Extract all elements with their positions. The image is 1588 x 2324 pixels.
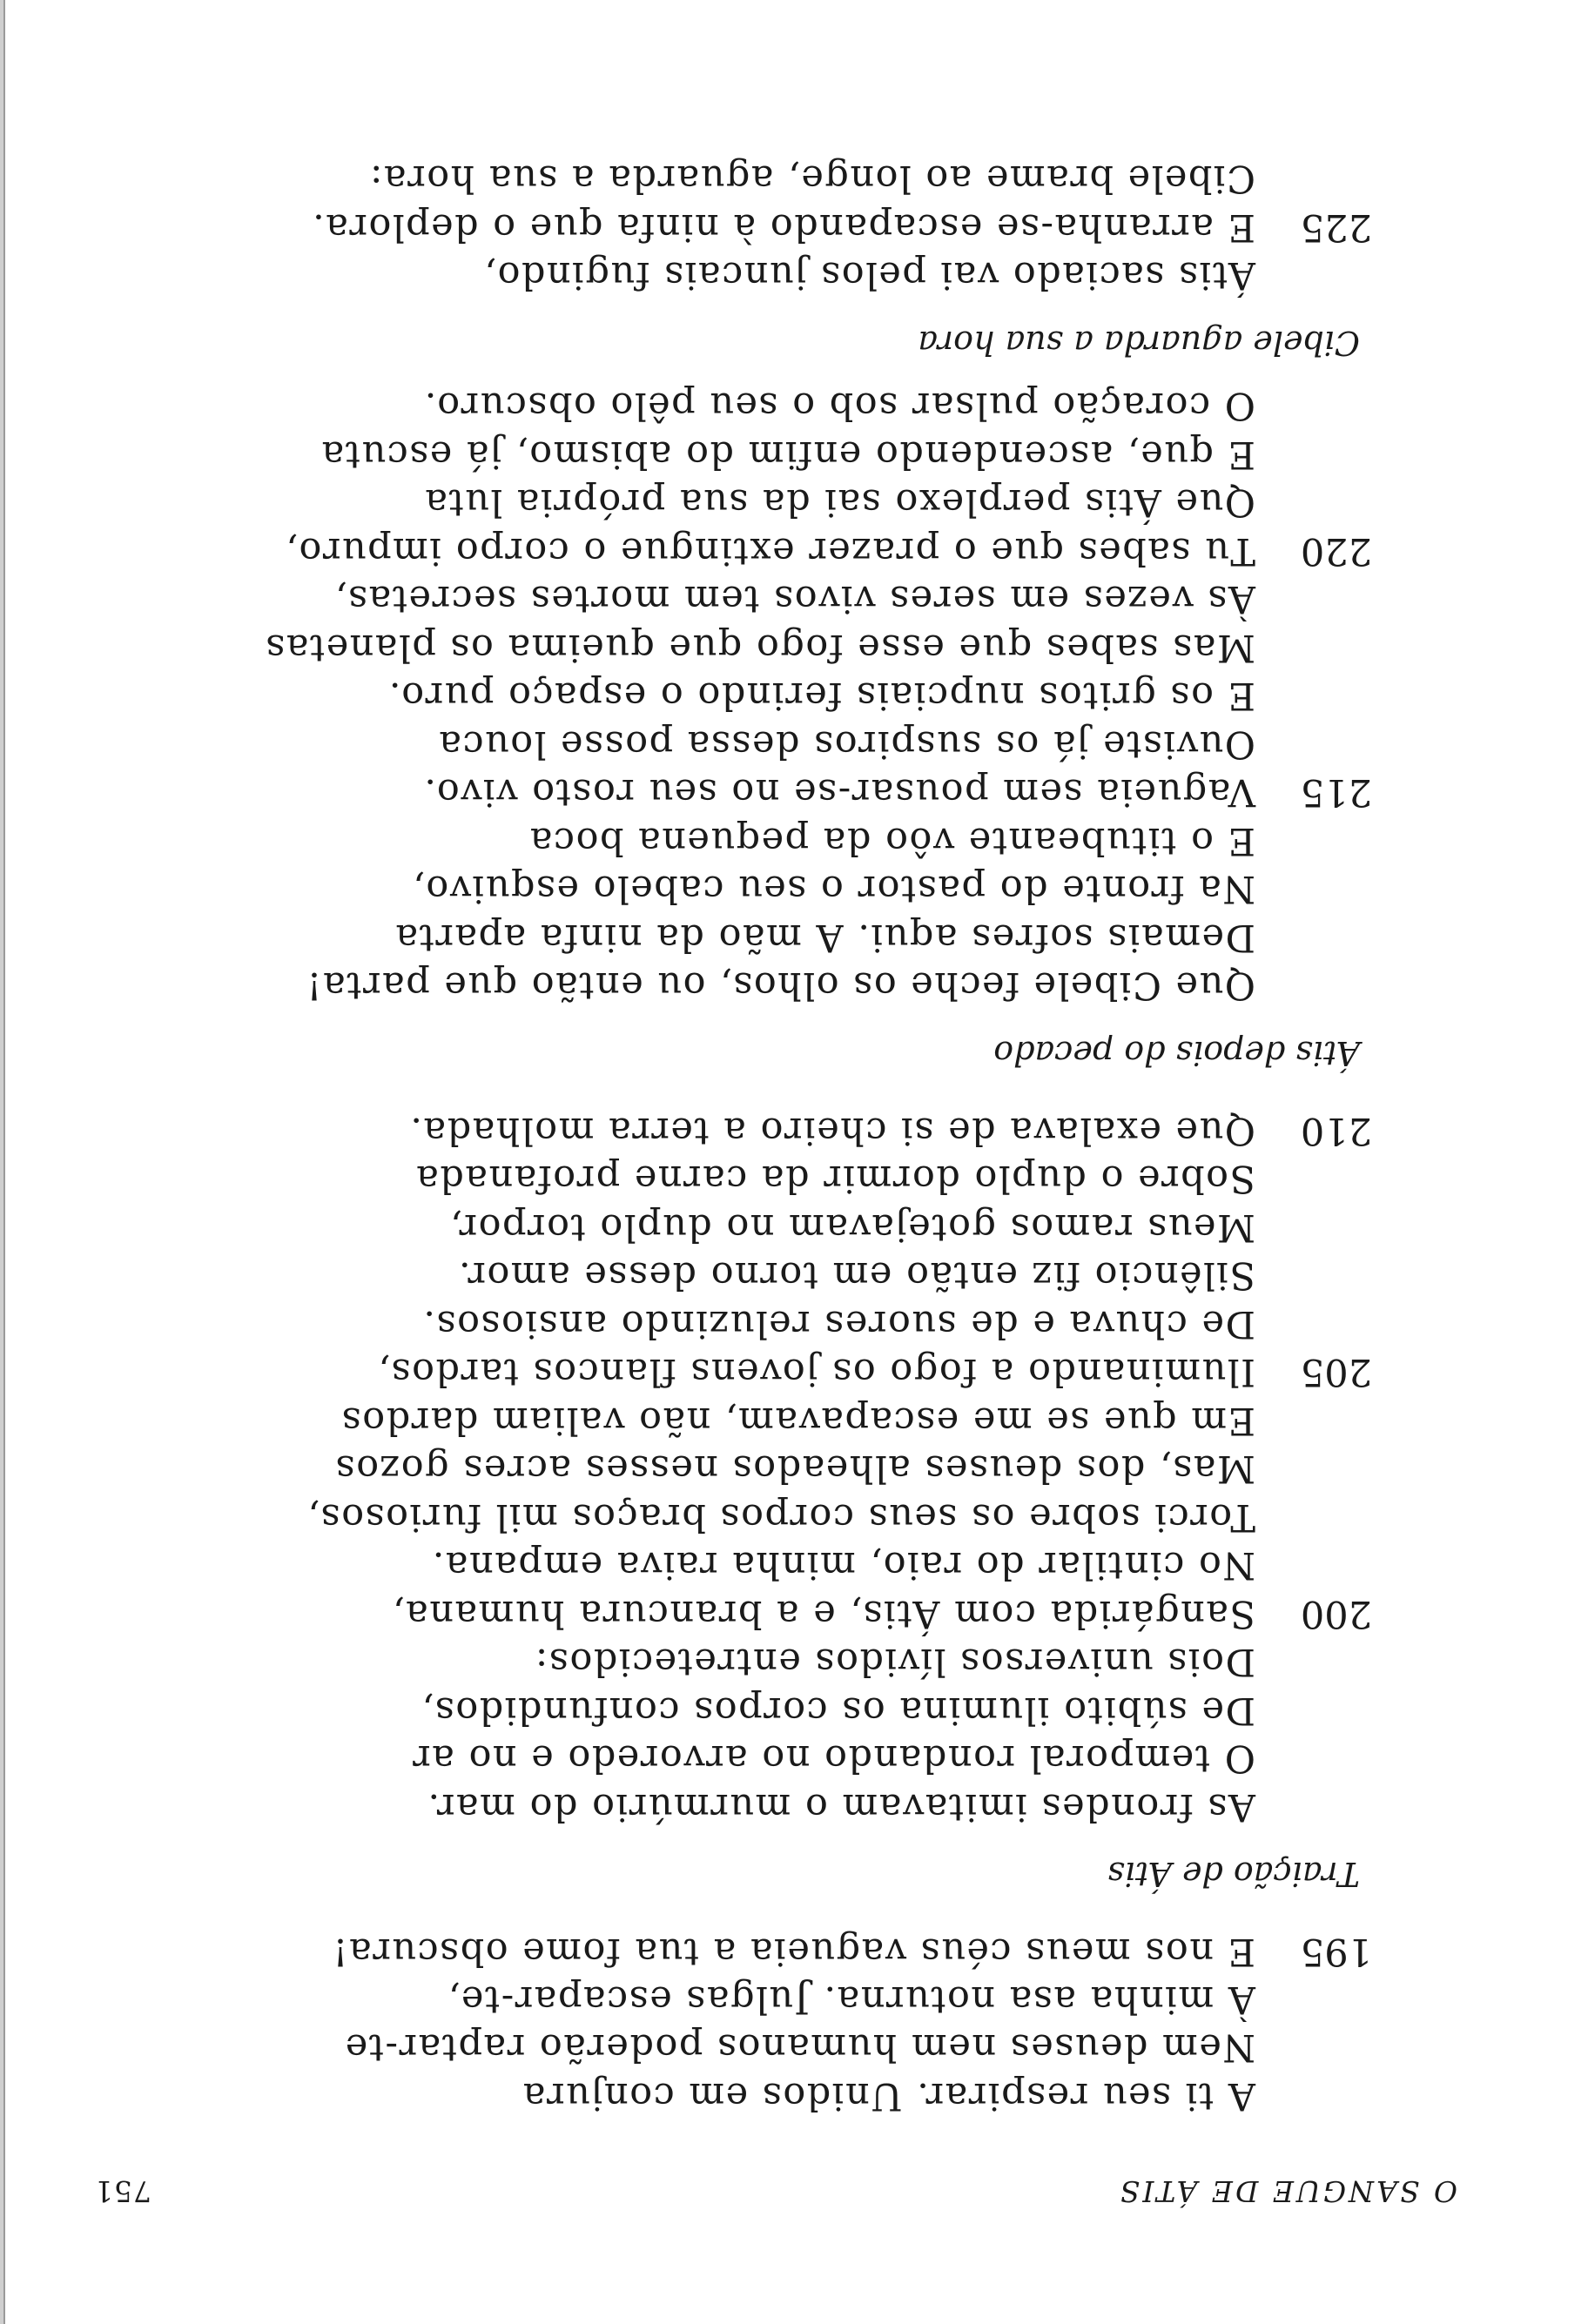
line-number: 200 [1300, 1592, 1372, 1636]
verse-line: E nos meus céus vagueia a tua fome obscura! [331, 1930, 1255, 1973]
verse-line: Nem deuses nem humanos poderão raptar-te [344, 2025, 1255, 2069]
line-number: 210 [1300, 1109, 1372, 1152]
verse-line: De súbito ilumina os corpos confundidos, [421, 1689, 1255, 1732]
verse-line: Sangárida com Átis, e a brancura humana, [391, 1592, 1255, 1636]
verse-line: No cintilar do raio, minha raiva empana. [431, 1543, 1255, 1587]
line-number: 195 [1300, 1930, 1372, 1973]
verse-line: As frondes imitavam o murmúrio do mar. [426, 1785, 1255, 1829]
verse-line: E que, ascendendo enfim do abismo, já escuta [320, 433, 1255, 476]
line-number: 215 [1300, 770, 1372, 814]
verse-line: Na fronte do pastor o seu cabelo esquivo, [411, 867, 1255, 910]
verse-line: Dois universos lívidos entretecidos: [534, 1640, 1255, 1683]
verse-line: E arranha-se escapando à ninfa que o deplora. [311, 205, 1255, 249]
verse-line: Ouviste já os suspiros dessa posse louca [437, 722, 1255, 766]
verse-line: Torci sobre os seus corpos braços mil furiosos, [306, 1495, 1255, 1539]
line-number: 220 [1300, 529, 1372, 573]
verse-line: Átis saciado vai pelos juncais fugindo, [482, 253, 1255, 297]
verse-line: Vagueia sem pousar-se no seu rosto vivo. [422, 770, 1255, 814]
verse-line: De chuva e de suores reluzindo ansiosos. [421, 1302, 1255, 1346]
line-number: 225 [1300, 205, 1372, 249]
verse-line: A ti seu respirar. Unidos em conjura [521, 2074, 1255, 2118]
verse-line: Tu sabes que o prazer extingue o corpo impuro, [284, 529, 1255, 573]
verse-line: Em que se me escapavam, não valiam dardos [340, 1399, 1255, 1442]
verse-line: E os gritos nupciais ferindo o espaço puro. [387, 674, 1255, 717]
verse-line: Mas, dos deuses alheados nesses acres gozos [334, 1447, 1255, 1490]
section-title: Átis depois do pecado [993, 1034, 1360, 1072]
page-edge-shadow [3, 0, 5, 2324]
verse-line: Que exalava de si cheiro a terra molhada. [408, 1109, 1255, 1152]
section-title: Cibele aguarda a sua hora [918, 324, 1360, 362]
verse-line: Meus ramos gotejavam no duplo torpor, [448, 1206, 1255, 1249]
verse-line: Às vezes em seres vivos tem mortes secretas, [333, 577, 1255, 621]
verse-line: Mas sabes que esse fogo que queima os planetas [264, 626, 1255, 669]
verse-line: Iluminando a fogo os jovens flancos tardos, [376, 1350, 1255, 1394]
verse-line: Demais sofres aqui. A mão da ninfa aparta [394, 916, 1255, 959]
verse-line: E o titubeante vôo da pequena boca [528, 819, 1255, 863]
verse-line: Sobre o duplo dormir da carne profanada [414, 1157, 1255, 1200]
verse-line: Que Cibele feche os olhos, ou então que parta! [305, 964, 1255, 1007]
verse-line: O temporal rondando no arvoredo e no ar [411, 1736, 1255, 1780]
verse-line: Cibele brame ao longe, aguarda a sua hora: [368, 157, 1255, 200]
verse-line: Que Átis perplexo sai da sua própria luta [423, 480, 1255, 524]
running-title: O SANGUE DE ÁTIS [1117, 2174, 1457, 2208]
verse-line: Silêncio fiz então em torno desse amor. [457, 1253, 1255, 1297]
verse-line: À minha asa noturna. Julgas escapar-te, [447, 1978, 1255, 2021]
verse-line: O coração pulsar sob o seu pêlo obscuro. [423, 384, 1255, 427]
section-title: Traição de Átis [1107, 1855, 1360, 1893]
page-number: 751 [94, 2174, 151, 2208]
line-number: 205 [1300, 1350, 1372, 1394]
